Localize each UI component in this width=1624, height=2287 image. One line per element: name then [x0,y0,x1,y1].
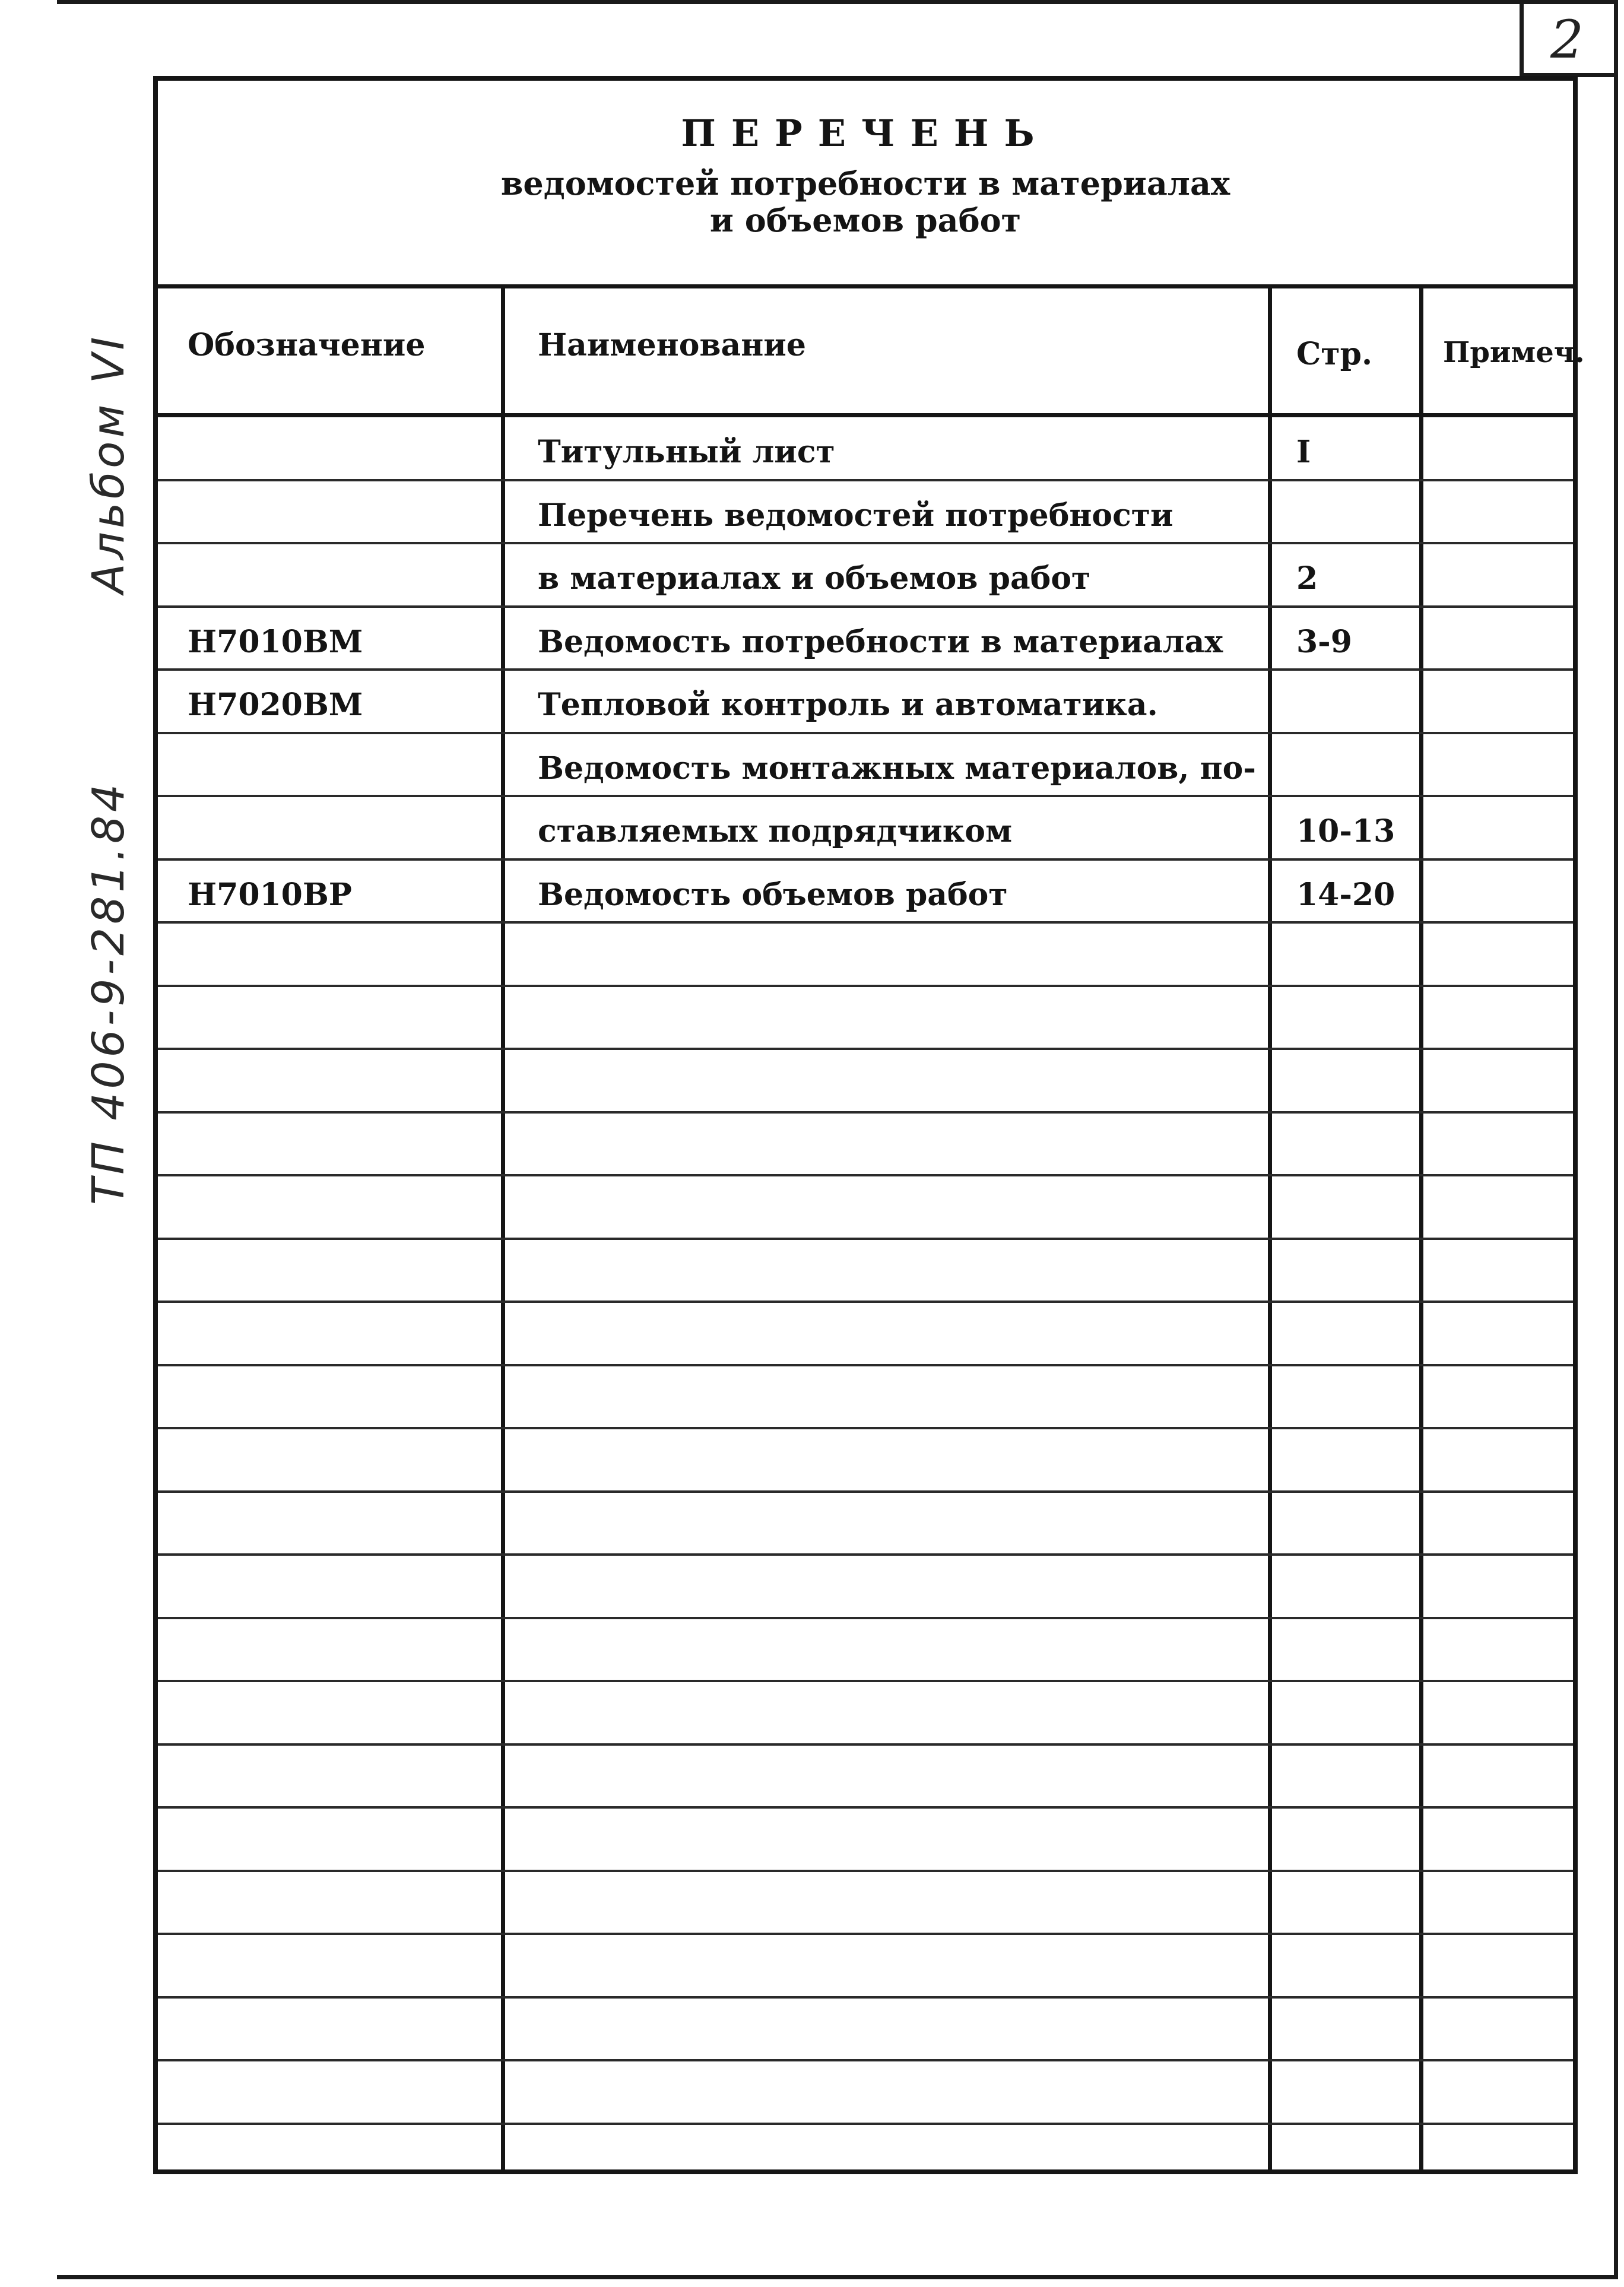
document-form [153,76,1585,2174]
row-line [158,605,1573,608]
row-line [158,2123,1573,2125]
subtitle-line-1: ведомостей потребности в материалах [500,164,1230,202]
column-divider [1268,288,1272,2169]
row-line [158,1174,1573,1176]
row-line [158,1870,1573,1872]
header-note: Примеч. [1443,336,1585,369]
header-name: Наименование [538,327,806,363]
row-line [158,1933,1573,1935]
document-title: ПЕРЕЧЕНЬ [681,112,1050,155]
page-number: 2 [1550,9,1584,70]
row-line [158,858,1573,861]
cell-name: Ведомость объемов работ [538,876,1008,913]
row-line [158,1490,1573,1493]
row-line [158,1238,1573,1240]
row-line [158,1300,1573,1303]
row-line [158,1996,1573,1999]
row-line [158,1111,1573,1114]
row-line [158,1743,1573,1746]
row-line [158,1427,1573,1429]
cell-name: в материалах и объемов работ [538,560,1091,597]
row-line [158,2059,1573,2061]
row-line [158,1048,1573,1050]
row-line [158,732,1573,734]
row-line [158,542,1573,544]
row-line [158,985,1573,987]
project-code: ТП 406-9-281.84 [83,780,134,1205]
row-line [158,479,1573,481]
cell-designation: Н7010ВМ [188,623,363,660]
cell-name: Ведомость потребности в материалах [538,623,1223,660]
album-label: Альбом VI [83,333,134,594]
cell-name: Титульный лист [538,434,835,470]
header-bottom-line [158,413,1573,417]
header-page: Стр. [1296,336,1373,372]
row-line [158,1806,1573,1809]
cell-page: 10-13 [1296,813,1395,849]
cell-name: Ведомость монтажных материалов, по- [538,750,1256,786]
row-line [158,1617,1573,1619]
row-line [158,921,1573,924]
header-designation: Обозначение [188,327,426,363]
row-line [158,1680,1573,1682]
cell-page: 2 [1296,560,1318,597]
cell-designation: Н7010ВР [188,876,352,913]
cell-name: Перечень ведомостей потребности [538,497,1173,534]
row-line [158,668,1573,671]
cell-page: 14-20 [1296,876,1395,913]
title-block [158,81,1573,288]
cell-page: 3-9 [1296,623,1352,660]
cell-designation: Н7020ВМ [188,687,363,723]
column-divider [501,288,505,2169]
row-line [158,1364,1573,1366]
cell-name: Тепловой контроль и автоматика. [538,687,1158,723]
cell-name: ставляемых подрядчиком [538,813,1013,849]
row-line [158,1553,1573,1556]
cell-page: I [1296,434,1311,470]
row-line [158,795,1573,797]
document-subtitle [158,165,1573,239]
column-divider [1419,288,1423,2169]
subtitle-line-2: и объемов работ [709,201,1022,239]
